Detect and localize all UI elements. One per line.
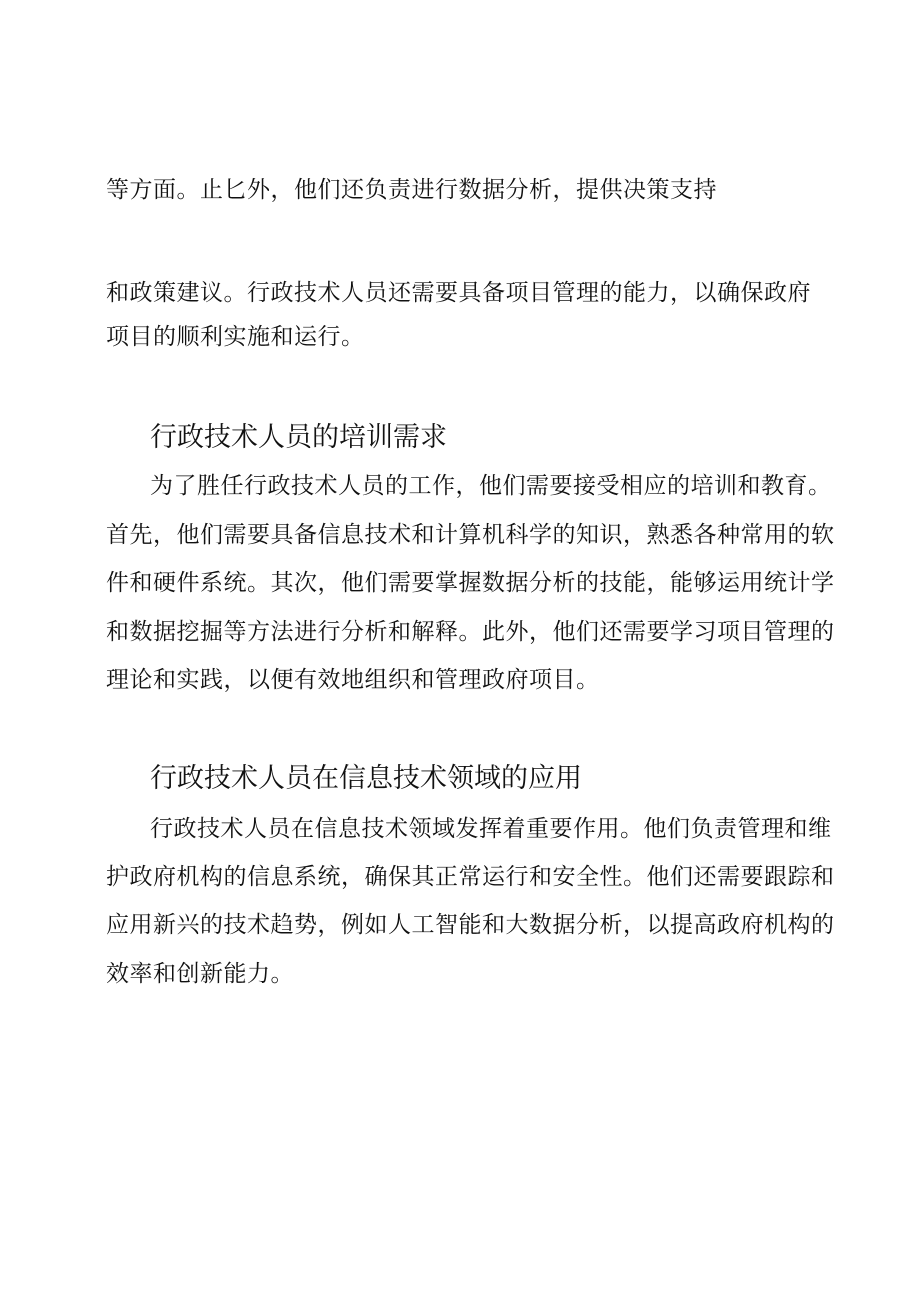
intro-line: 等方面。止匕外，他们还负责进行数据分析，提供决策支持: [106, 177, 717, 203]
paragraph-line: 应用新兴的技术趋势，例如人工智能和大数据分析，以提高政府机构的: [106, 912, 835, 938]
paragraph-line: 首先，他们需要具备信息技术和计算机科学的知识，熟悉各种常用的软: [106, 522, 835, 548]
paragraph-line: 行政技术人员在信息技术领域发挥着重要作用。他们负责管理和维: [150, 816, 832, 842]
paragraph-line: 理论和实践，以便有效地组织和管理政府项目。: [106, 667, 600, 693]
intro-line: 和政策建议。行政技术人员还需要具备项目管理的能力，以确保政府: [106, 280, 811, 306]
paragraph-line: 为了胜任行政技术人员的工作，他们需要接受相应的培训和教育。: [150, 473, 832, 499]
paragraph-line: 护政府机构的信息系统，确保其正常运行和安全性。他们还需要跟踪和: [106, 864, 835, 890]
paragraph-line: 件和硬件系统。其次，他们需要掌握数据分析的技能，能够运用统计学: [106, 570, 835, 596]
paragraph-line: 效率和创新能力。: [106, 961, 294, 987]
section-heading-training: 行政技术人员的培训需求: [150, 422, 447, 453]
paragraph-line: 和数据挖掘等方法进行分析和解释。此外，他们还需要学习项目管理的: [106, 619, 835, 645]
intro-line: 项目的顺利实施和运行。: [106, 324, 365, 350]
section-heading-it-application: 行政技术人员在信息技术领域的应用: [150, 763, 582, 794]
